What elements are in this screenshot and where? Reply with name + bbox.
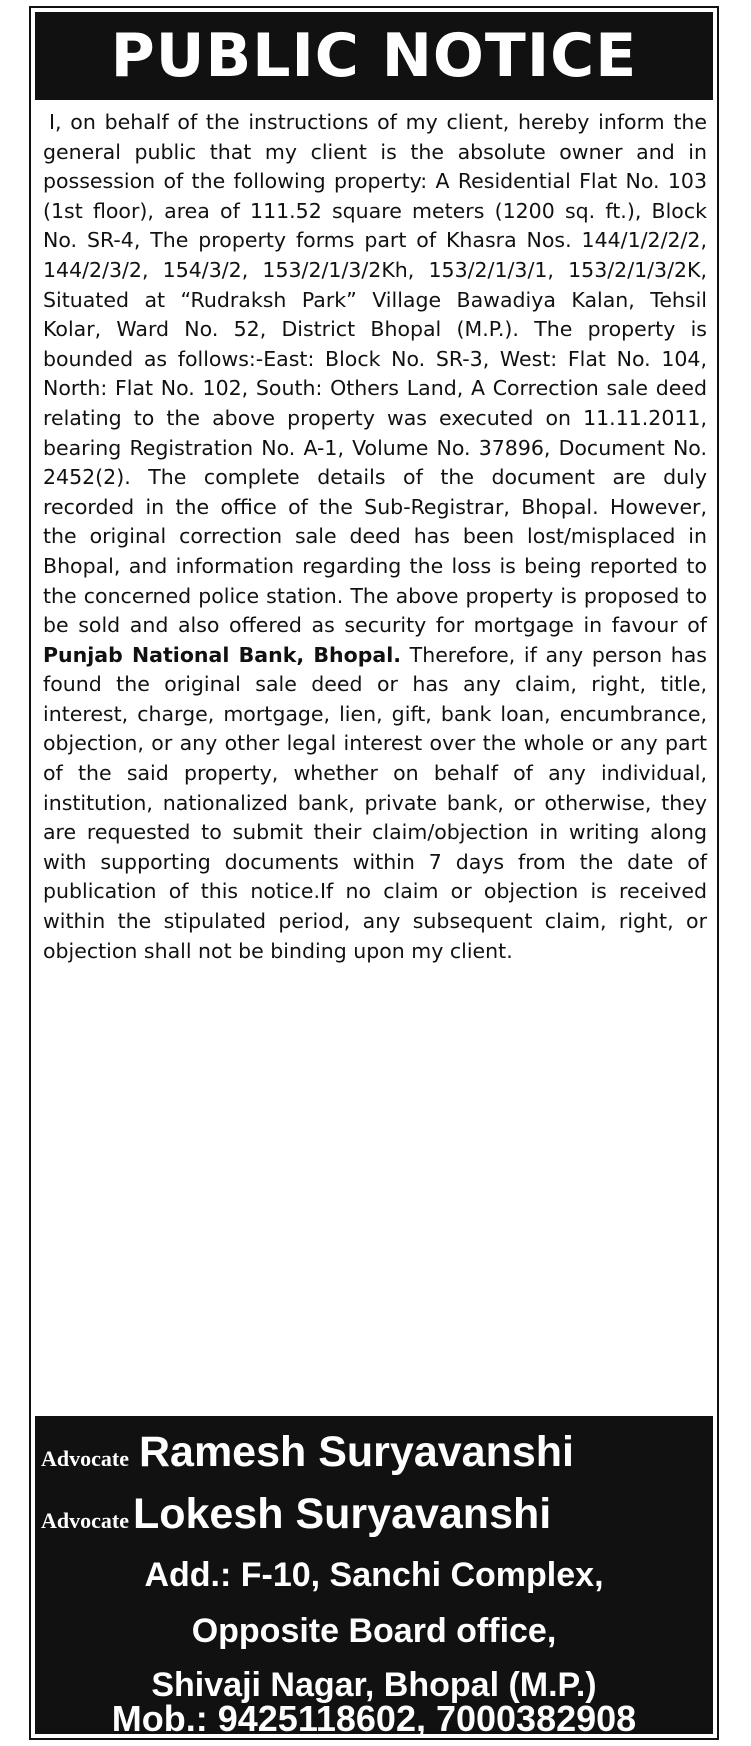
notice-body-text-part-2: Therefore, if any person has found the original sale deed or has any claim, right, title, interest, charge, mortgage, lien, gift, bank loan, encumbrance, objection, or any other legal interest over the whole or any part of the said property, whether on behalf of any individual, institution, nationalized bank, private bank, or otherwise, they are requested to submit their claim/objection in writing along with supporting documents within 7 days from the date of publication of this notice.If no claim or objection is received within the stipulated period, any subsequent claim, right, or objection shall not be binding upon my client. <box>43 642 707 963</box>
notice-body-text-part-1: I, on behalf of the instructions of my client, hereby inform the general public that my client is the absolute owner and in possession of the following property: A Residential Flat No. 103 (1st floor), area of 111.52 square meters (1200 sq. ft.), Block No. SR-4, The property forms part of Khasra Nos. 144/1/2/2/2, 144/2/3/2, 154/3/2, 153/2/1/3/2Kh, 153/2/1/3/1, 153/2/1/3/2K, Situated at “Rudraksh Park” Village Bawadiya Kalan, Tehsil Kolar, Ward No. 52, District Bhopal (M.P.). The property is bounded as follows:-East: Block No. SR-3, West: Flat No. 104, North: Flat No. 102, South: Others Land, A Correction sale deed relating to the above property was executed on 11.11.2011, bearing Registration No. A-1, Volume No. 37896, Document No. 2452(2). The complete details of the document are duly recorded in the office of the Sub-Registrar, Bhopal. However, the original correction sale deed has been lost/misplaced in Bhopal, and information regarding the loss is being reported to the concerned police station. The above property is proposed to be sold and also offered as security for mortgage in favour of <box>43 110 707 638</box>
advocate-1-name: Ramesh Suryavanshi <box>138 1428 574 1476</box>
public-notice <box>29 6 719 1740</box>
address-line-2: Opposite Board office, <box>191 1612 557 1650</box>
notice-body <box>43 108 707 966</box>
advocate-2-prefix: Advocate <box>41 1508 129 1533</box>
advocate-footer <box>35 1416 713 1739</box>
advocate-1-prefix: Advocate <box>41 1446 129 1471</box>
notice-title: PUBLIC NOTICE <box>110 21 638 91</box>
advocate-2-name: Lokesh Suryavanshi <box>132 1490 552 1538</box>
advocate-2 <box>41 1490 551 1539</box>
mobile-numbers: Mob.: 9425118602, 7000382908 <box>111 1698 637 1739</box>
bank-name: Punjab National Bank, Bhopal. <box>43 642 402 667</box>
address-line-1: Add.: F-10, Sanchi Complex, <box>144 1556 604 1594</box>
notice-paragraph <box>43 108 707 966</box>
advocate-1 <box>41 1428 574 1477</box>
notice-title-bar <box>35 12 713 100</box>
address-line-3: Shivaji Nagar, Bhopal (M.P.) <box>151 1666 597 1704</box>
